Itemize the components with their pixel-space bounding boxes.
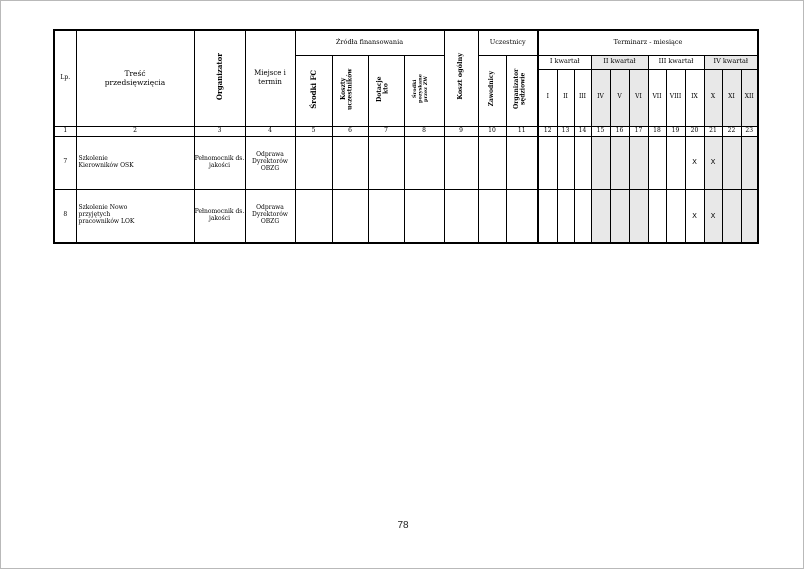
- column-number: 17: [629, 126, 648, 136]
- cell-srodki-pozyskane: [404, 136, 444, 189]
- cell-srodki-pozyskane: [404, 189, 444, 243]
- plan-table: [53, 29, 759, 244]
- month-cell: [629, 136, 648, 189]
- kwartal-1-header: I kwartał: [538, 55, 591, 69]
- column-numbers-row: [54, 126, 758, 136]
- column-number: 21: [704, 126, 722, 136]
- row-tresc: [76, 136, 194, 189]
- table-row: [54, 189, 758, 243]
- month-cell: X: [704, 136, 722, 189]
- row-organizator: Pełnomocnik ds. jakości: [194, 136, 245, 189]
- month-cell: X: [704, 189, 722, 243]
- row-tresc-text: Szkolenie Kierowników OSK: [78, 154, 134, 169]
- column-number: 1: [54, 126, 76, 136]
- column-number: 22: [722, 126, 741, 136]
- column-number: 19: [666, 126, 685, 136]
- month-cell: [741, 189, 758, 243]
- row-miejsce: [245, 189, 295, 243]
- column-number: 6: [332, 126, 368, 136]
- koszt-ogolny-header: [444, 30, 478, 126]
- dotacje-kto-header-text: Dotacje kto: [376, 76, 390, 102]
- miejsce-header: [245, 30, 295, 126]
- month-header: IX: [685, 69, 704, 126]
- cell-koszt-ogolny: [444, 189, 478, 243]
- srodki-pozyskane-header: [404, 55, 444, 126]
- lp-header: Lp.: [54, 30, 76, 126]
- row-tresc-text: Szkolenie Nowo przyjętych pracowników LOK: [78, 204, 135, 226]
- month-cell: [610, 136, 629, 189]
- kwartal-2-header: II kwartał: [591, 55, 648, 69]
- month-header: X: [704, 69, 722, 126]
- row-lp: 7: [54, 136, 76, 189]
- column-number: 3: [194, 126, 245, 136]
- organizator-sedziowie-header-text: Organizator sędziowie: [512, 68, 527, 110]
- column-number: 2: [76, 126, 194, 136]
- month-cell: [538, 136, 557, 189]
- month-cell: [666, 136, 685, 189]
- month-cell: [591, 136, 610, 189]
- month-cell: [629, 189, 648, 243]
- column-number: 5: [295, 126, 332, 136]
- month-cell: [557, 189, 574, 243]
- dotacje-kto-header: [368, 55, 404, 126]
- row-organizator: Pełnomocnik ds. jakości: [194, 189, 245, 243]
- column-number: 15: [591, 126, 610, 136]
- column-number: 4: [245, 126, 295, 136]
- column-number: 18: [648, 126, 666, 136]
- month-cell: [574, 136, 591, 189]
- column-number: 13: [557, 126, 574, 136]
- month-cell: [722, 136, 741, 189]
- column-number: 11: [506, 126, 538, 136]
- row-miejsce-text: Odprawa Dyrektorów OBZG: [252, 204, 288, 226]
- page-number: 78: [397, 520, 409, 531]
- organizator-header: [194, 30, 245, 126]
- month-cell: [538, 189, 557, 243]
- cell-koszt-ogolny: [444, 136, 478, 189]
- month-header: VII: [648, 69, 666, 126]
- month-cell: [591, 189, 610, 243]
- zrodla-header: Źródła finansowania: [295, 30, 444, 55]
- row-lp: 8: [54, 189, 76, 243]
- organizator-header-text: Organizator: [214, 53, 224, 101]
- column-number: 12: [538, 126, 557, 136]
- month-header: VI: [629, 69, 648, 126]
- month-header: I: [538, 69, 557, 126]
- column-number: 20: [685, 126, 704, 136]
- uczestnicy-header: Uczestnicy: [478, 30, 538, 55]
- month-header: II: [557, 69, 574, 126]
- month-cell: [574, 189, 591, 243]
- month-cell: X: [685, 136, 704, 189]
- cell-zawodnicy: [478, 136, 506, 189]
- cell-organizator-sedziowie: [506, 136, 538, 189]
- row-miejsce: [245, 136, 295, 189]
- cell-koszty-uczestnikow: [332, 136, 368, 189]
- column-number: 14: [574, 126, 591, 136]
- cell-organizator-sedziowie: [506, 189, 538, 243]
- month-header: XII: [741, 69, 758, 126]
- cell-srodki-fc: [295, 136, 332, 189]
- cell-zawodnicy: [478, 189, 506, 243]
- month-cell: [722, 189, 741, 243]
- month-header: IV: [591, 69, 610, 126]
- kwartal-4-header: IV kwartał: [704, 55, 758, 69]
- organizator-sedziowie-header: [506, 55, 538, 126]
- cell-dotacje: [368, 136, 404, 189]
- month-cell: X: [685, 189, 704, 243]
- month-header: V: [610, 69, 629, 126]
- srodki-fc-header: [295, 55, 332, 126]
- koszty-uczestnikow-header-text: Koszty uczestników: [340, 68, 354, 110]
- srodki-fc-header-text: Środki FC: [308, 69, 318, 109]
- row-miejsce-text: Odprawa Dyrektorów OBZG: [252, 151, 288, 172]
- column-number: 8: [404, 126, 444, 136]
- koszty-uczestnikow-header: [332, 55, 368, 126]
- month-cell: [666, 189, 685, 243]
- tresc-header-text: Treść przedsięwzięcia: [104, 68, 166, 88]
- column-number: 10: [478, 126, 506, 136]
- row-tresc: [76, 189, 194, 243]
- month-cell: [741, 136, 758, 189]
- month-header: III: [574, 69, 591, 126]
- column-number: 7: [368, 126, 404, 136]
- srodki-pozyskane-header-text: Środki pozyskane przez ZW: [412, 74, 429, 104]
- kwartal-3-header: III kwartał: [648, 55, 704, 69]
- terminarz-header: Terminarz - miesiące: [538, 30, 758, 55]
- month-cell: [557, 136, 574, 189]
- table-row: [54, 136, 758, 189]
- month-cell: [648, 136, 666, 189]
- cell-dotacje: [368, 189, 404, 243]
- cell-koszty-uczestnikow: [332, 189, 368, 243]
- month-cell: [610, 189, 629, 243]
- column-number: 9: [444, 126, 478, 136]
- zawodnicy-header: [478, 55, 506, 126]
- tresc-header: [76, 30, 194, 126]
- cell-srodki-fc: [295, 189, 332, 243]
- month-cell: [648, 189, 666, 243]
- miejsce-header-text: Miejsce i termin: [254, 69, 286, 87]
- koszt-ogolny-header-text: Koszt ogólny: [456, 53, 465, 101]
- month-header: XI: [722, 69, 741, 126]
- column-number: 16: [610, 126, 629, 136]
- month-header: VIII: [666, 69, 685, 126]
- zawodnicy-header-text: Zawodnicy: [487, 71, 495, 107]
- column-number: 23: [741, 126, 758, 136]
